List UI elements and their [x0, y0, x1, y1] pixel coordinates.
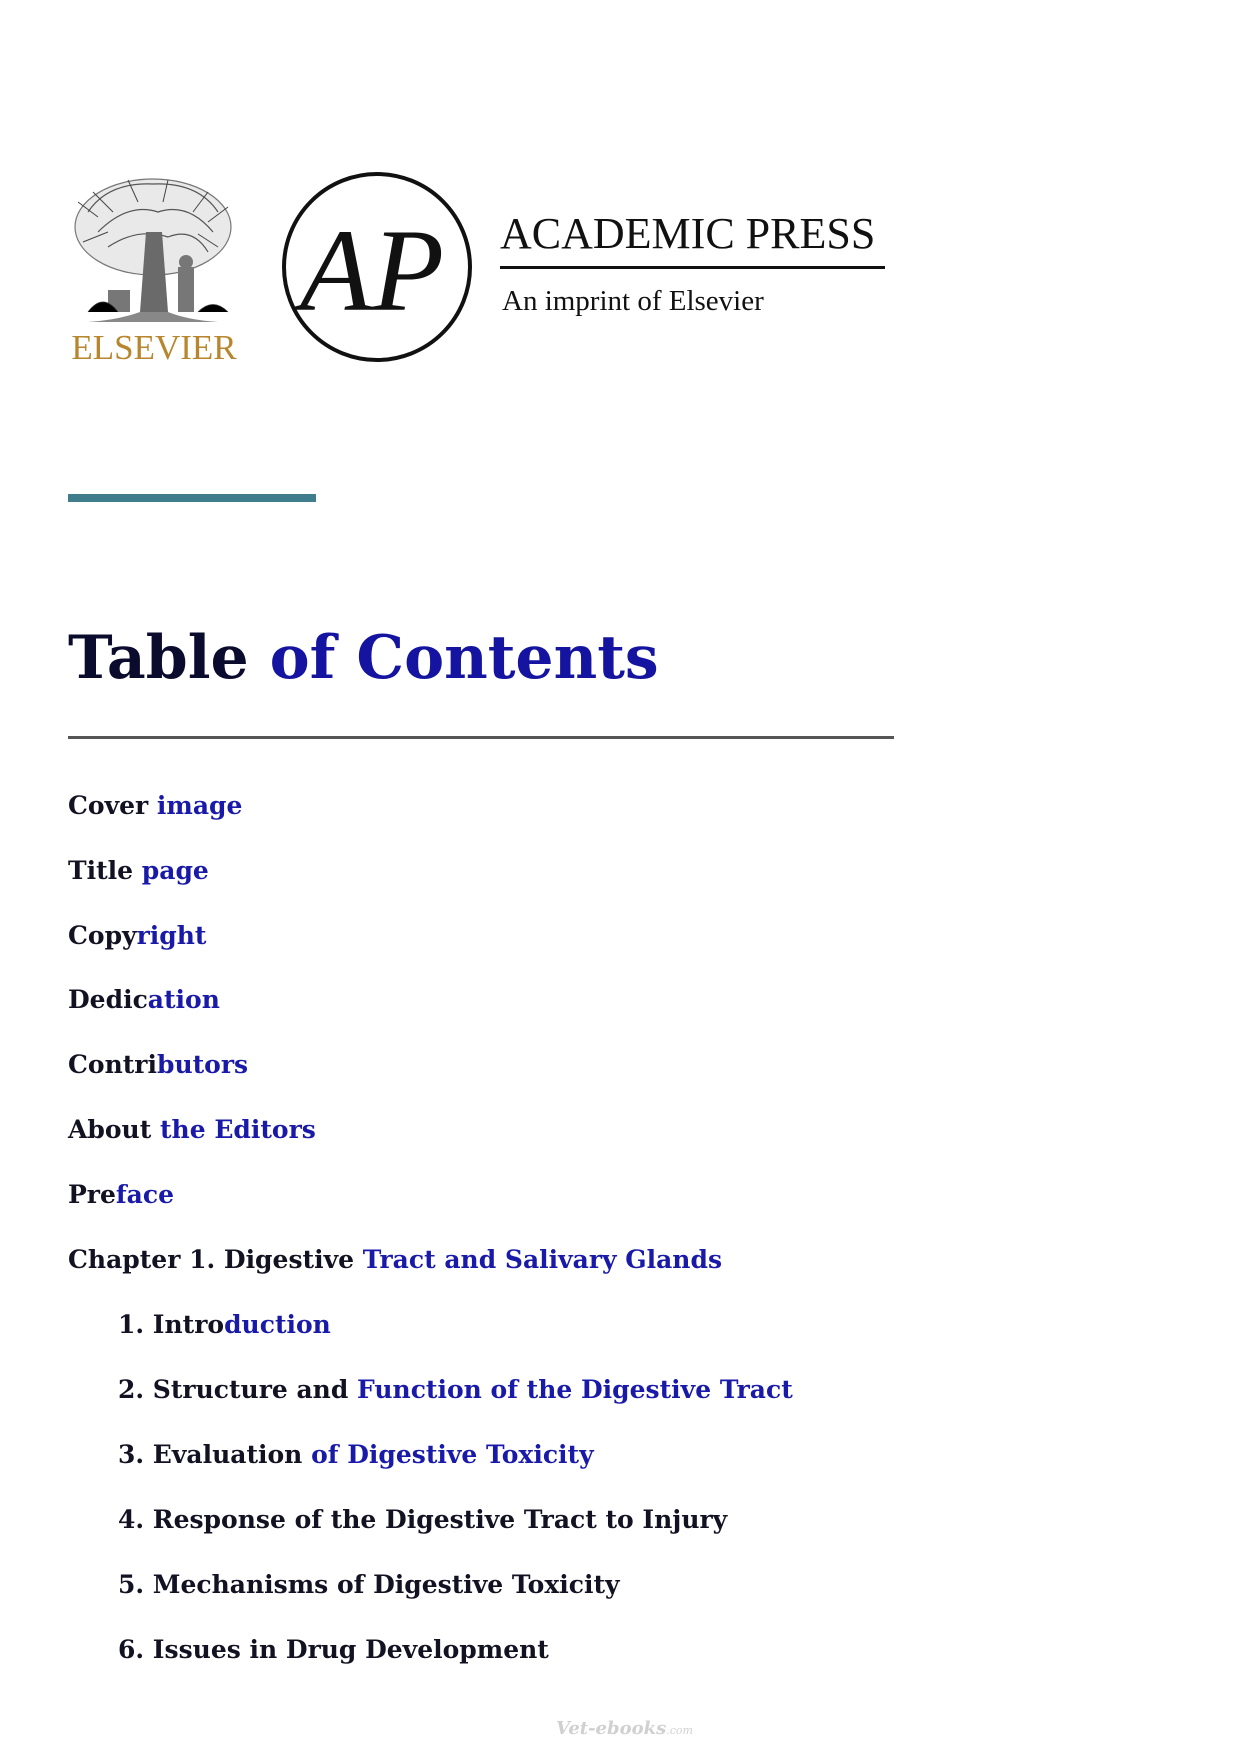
toc-text: 2. Structure and — [118, 1375, 358, 1404]
toc-text: Dedic — [68, 985, 148, 1014]
academic-press-monogram-logo — [280, 170, 474, 364]
toc-link-about-the-editors[interactable] — [68, 1110, 316, 1150]
accent-bar — [68, 494, 316, 502]
toc-text: Pre — [68, 1180, 116, 1209]
watermark-suffix: .com — [666, 1724, 693, 1737]
toc-link-section-6[interactable] — [118, 1630, 549, 1670]
toc-link-section-1[interactable] — [118, 1305, 331, 1345]
toc-link-copyright[interactable] — [68, 916, 206, 956]
page-title-part2: of Contents — [269, 623, 659, 693]
toc-link-section-3[interactable] — [118, 1435, 594, 1475]
watermark-main: Vet-ebooks — [556, 1718, 667, 1739]
toc-text: 5. Mechanisms of Digestive Toxicity — [118, 1570, 620, 1599]
toc-link-section-4[interactable] — [118, 1500, 727, 1540]
toc-link-contributors[interactable] — [68, 1045, 248, 1085]
elsevier-tree-icon — [68, 172, 238, 327]
publisher-divider — [500, 266, 885, 269]
imprint-line: An imprint of Elsevier — [502, 285, 764, 317]
toc-text-link: butors — [156, 1050, 249, 1079]
toc-text: 3. Evaluation — [118, 1440, 312, 1469]
page-title — [68, 618, 659, 698]
toc-text: Chapter 1. Digestive — [68, 1245, 363, 1274]
toc-text: Copy — [68, 921, 137, 950]
publisher-name: ACADEMIC PRESS — [500, 209, 876, 258]
toc-text-link: Function of the Digestive Tract — [357, 1375, 793, 1404]
ap-monogram-text: AP — [299, 205, 445, 336]
toc-link-title-page[interactable] — [68, 851, 209, 891]
elsevier-logo — [68, 172, 240, 368]
toc-text: 4. Response of the Digestive Tract to Injury — [118, 1505, 728, 1534]
toc-text-link: Tract and Salivary Glands — [362, 1245, 723, 1274]
toc-link-preface[interactable] — [68, 1175, 174, 1215]
toc-text-link: image — [156, 791, 243, 820]
toc-text: 1. Intro — [118, 1310, 225, 1339]
toc-text-link: the Editors — [159, 1115, 316, 1144]
toc-link-cover-image[interactable] — [68, 786, 242, 826]
toc-text-link: face — [115, 1180, 174, 1209]
toc-text-link: right — [136, 921, 207, 950]
toc-link-section-2[interactable] — [118, 1370, 793, 1410]
toc-link-dedication[interactable] — [68, 980, 220, 1020]
elsevier-wordmark: ELSEVIER — [71, 328, 237, 367]
title-divider — [68, 736, 894, 739]
toc-link-chapter-1[interactable] — [68, 1240, 722, 1280]
page-title-part1: Table — [68, 623, 270, 693]
toc-text: About — [68, 1115, 160, 1144]
toc-text-link: page — [141, 856, 209, 885]
toc-text-link: of Digestive Toxicity — [311, 1440, 594, 1469]
toc-text: Contri — [68, 1050, 157, 1079]
watermark — [556, 1718, 693, 1739]
toc-link-section-5[interactable] — [118, 1565, 620, 1605]
toc-text: 6. Issues in Drug Development — [118, 1635, 549, 1664]
toc-text-link: ation — [147, 985, 220, 1014]
toc-text: Title — [68, 856, 142, 885]
toc-text-link: duction — [224, 1310, 331, 1339]
toc-text: Cover — [68, 791, 157, 820]
